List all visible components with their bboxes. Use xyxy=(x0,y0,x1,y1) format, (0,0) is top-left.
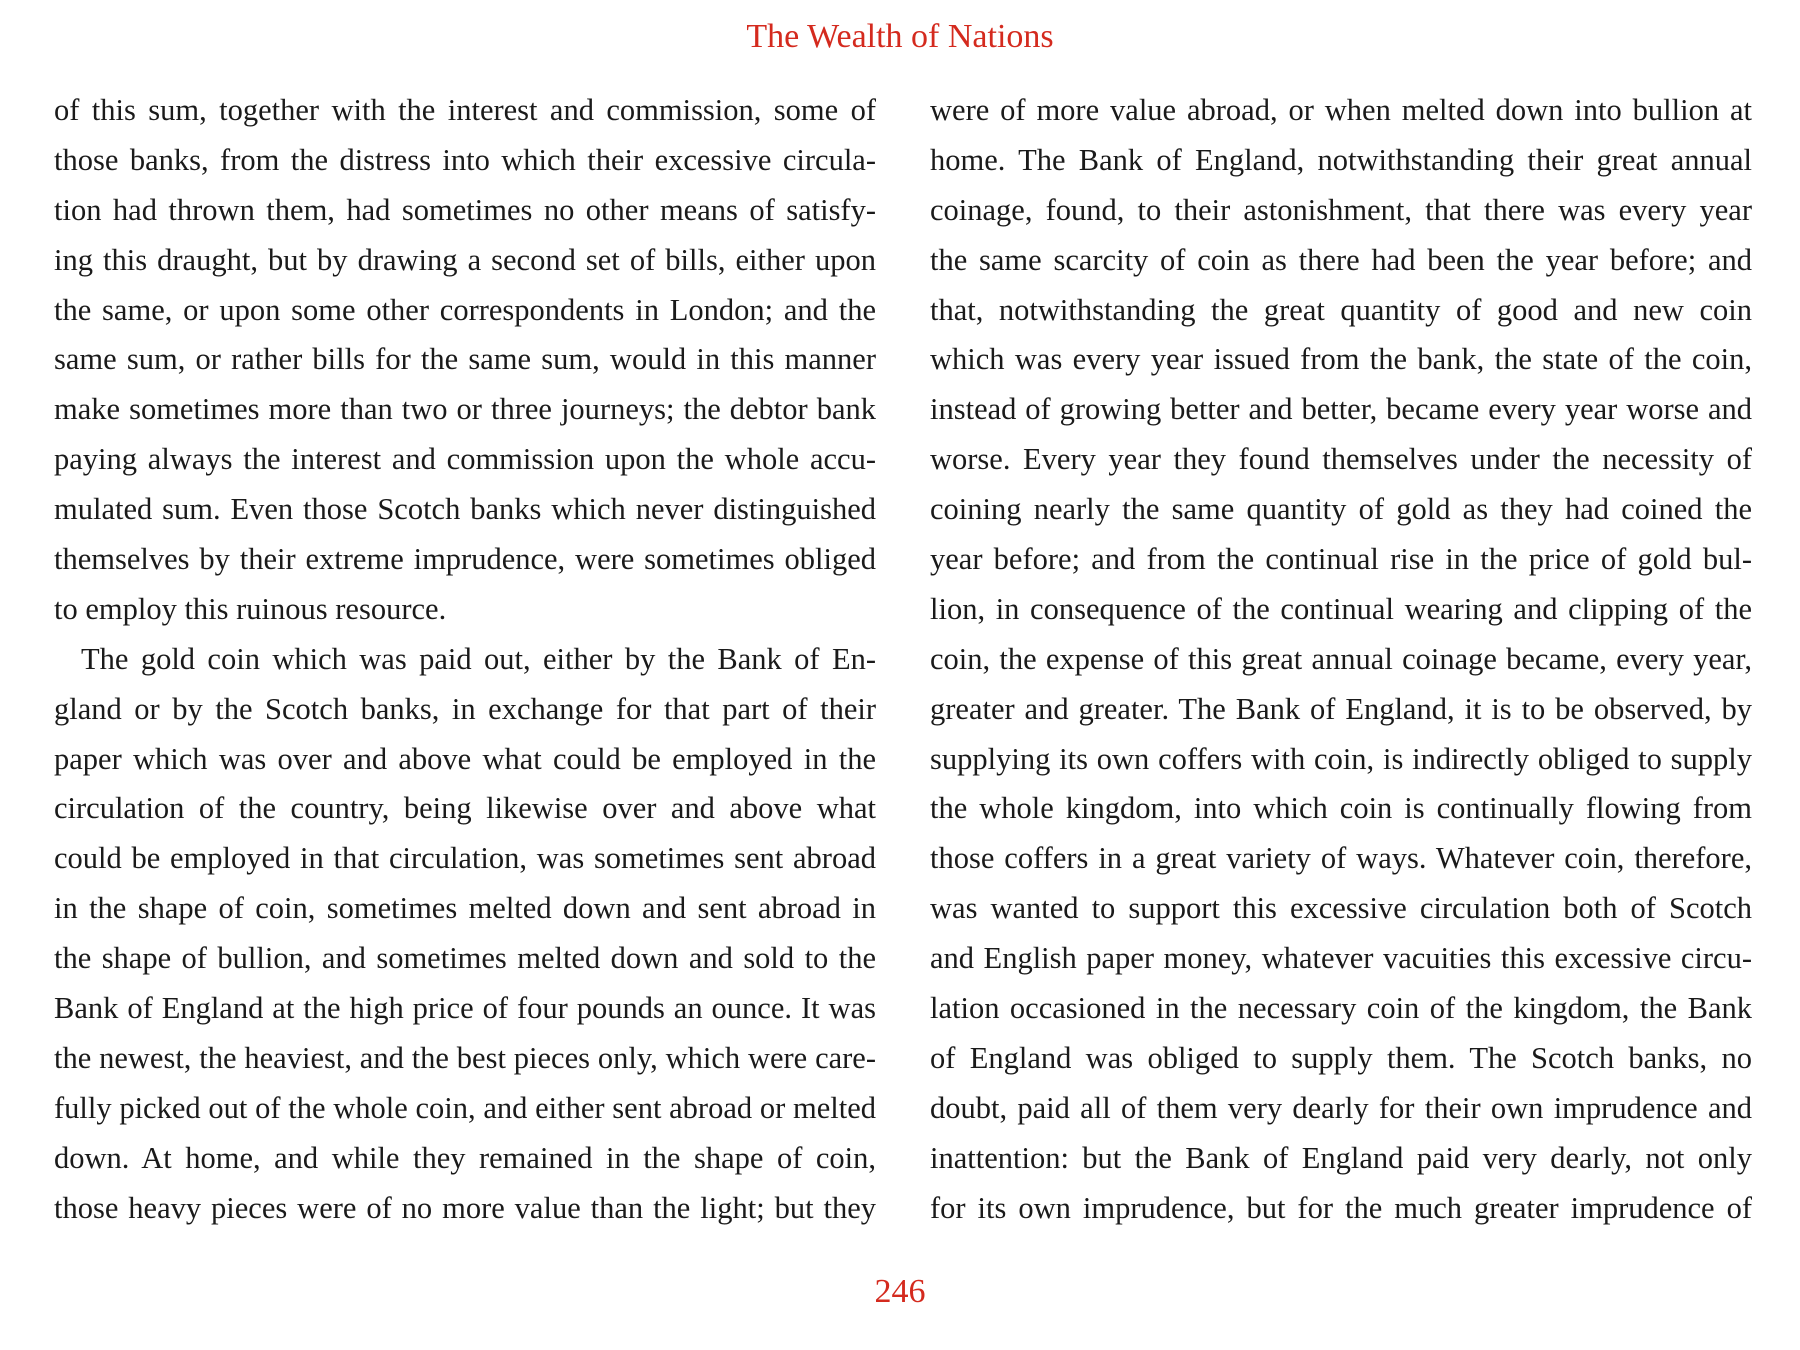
text-line: Bank of England at the high price of four pounds an ounce. It was xyxy=(54,991,876,1026)
text-line: The gold coin which was paid out, either by the Bank of En- xyxy=(81,641,876,676)
text-line: worse. Every year they found themselves under the necessity of xyxy=(930,442,1752,477)
text-line: the newest, the heaviest, and the best pieces only, which were care- xyxy=(54,1040,876,1075)
text-line: ing this draught, but by drawing a second set of bills, either upon xyxy=(54,242,876,277)
text-line: inattention: but the Bank of England paid very dearly, not only xyxy=(930,1140,1752,1175)
text-line: the whole kingdom, into which coin is continually flowing from xyxy=(930,791,1752,826)
right-column xyxy=(930,86,1752,1233)
text-line: which was every year issued from the bank, the state of the coin, xyxy=(930,342,1752,377)
text-line: could be employed in that circulation, was sometimes sent abroad xyxy=(54,841,876,876)
running-title: The Wealth of Nations xyxy=(746,18,1054,55)
text-line: down. At home, and while they remained in the shape of coin, xyxy=(54,1140,876,1175)
text-line: instead of growing better and better, became every year worse and xyxy=(930,392,1752,427)
text-line: greater and greater. The Bank of England, it is to be observed, by xyxy=(930,691,1752,726)
left-column xyxy=(54,86,876,1233)
text-line: for its own imprudence, but for the much greater imprudence of xyxy=(930,1190,1752,1225)
text-line: tion had thrown them, had sometimes no other means of satisfy- xyxy=(54,192,876,227)
text-line: those heavy pieces were of no more value than the light; but they xyxy=(54,1190,876,1225)
text-line: lion, in consequence of the continual wearing and clipping of the xyxy=(930,591,1752,626)
text-line: coining nearly the same quantity of gold as they had coined the xyxy=(930,492,1752,527)
text-line: those banks, from the distress into which their excessive circula- xyxy=(54,142,876,177)
text-line: fully picked out of the whole coin, and either sent abroad or melted xyxy=(54,1090,876,1125)
text-line: of England was obliged to supply them. The Scotch banks, no xyxy=(930,1040,1752,1075)
text-line: and English paper money, whatever vacuities this excessive circu- xyxy=(930,941,1752,976)
text-line: make sometimes more than two or three journeys; the debtor bank xyxy=(54,392,876,427)
text-line: same sum, or rather bills for the same sum, would in this manner xyxy=(54,342,876,377)
text-line: year before; and from the continual rise in the price of gold bul- xyxy=(930,542,1752,577)
text-line: the same scarcity of coin as there had been the year before; and xyxy=(930,242,1752,277)
text-line: coin, the expense of this great annual coinage became, every year, xyxy=(930,641,1752,676)
text-line: in the shape of coin, sometimes melted down and sent abroad in xyxy=(54,891,876,926)
text-line: circulation of the country, being likewise over and above what xyxy=(54,791,876,826)
text-line: doubt, paid all of them very dearly for their own imprudence and xyxy=(930,1090,1752,1125)
text-line: were of more value abroad, or when melted down into bullion at xyxy=(930,93,1752,127)
text-line: that, notwithstanding the great quantity of good and new coin xyxy=(930,292,1752,327)
page-number: 246 xyxy=(874,1273,926,1310)
text-line: lation occasioned in the necessary coin of the kingdom, the Bank xyxy=(930,991,1752,1026)
text-line: paying always the interest and commission upon the whole accu- xyxy=(54,442,876,477)
text-line: mulated sum. Even those Scotch banks which never distinguished xyxy=(54,492,876,527)
text-line: paper which was over and above what could be employed in the xyxy=(54,741,876,776)
text-line: home. The Bank of England, notwithstanding their great annual xyxy=(930,142,1752,177)
text-line: supplying its own coffers with coin, is indirectly obliged to supply xyxy=(930,741,1752,776)
text-line: of this sum, together with the interest and commission, some of xyxy=(54,93,876,127)
text-line: the same, or upon some other correspondents in London; and the xyxy=(54,292,876,327)
text-line: the shape of bullion, and sometimes melted down and sold to the xyxy=(54,941,876,976)
text-line: themselves by their extreme imprudence, were sometimes obliged xyxy=(54,542,876,577)
text-line: coinage, found, to their astonishment, that there was every year xyxy=(930,192,1752,227)
text-line: to employ this ruinous resource. xyxy=(54,591,447,626)
text-line: was wanted to support this excessive circulation both of Scotch xyxy=(930,891,1752,926)
text-line: those coffers in a great variety of ways. Whatever coin, therefore, xyxy=(930,841,1752,876)
text-line: gland or by the Scotch banks, in exchange for that part of their xyxy=(54,691,876,726)
